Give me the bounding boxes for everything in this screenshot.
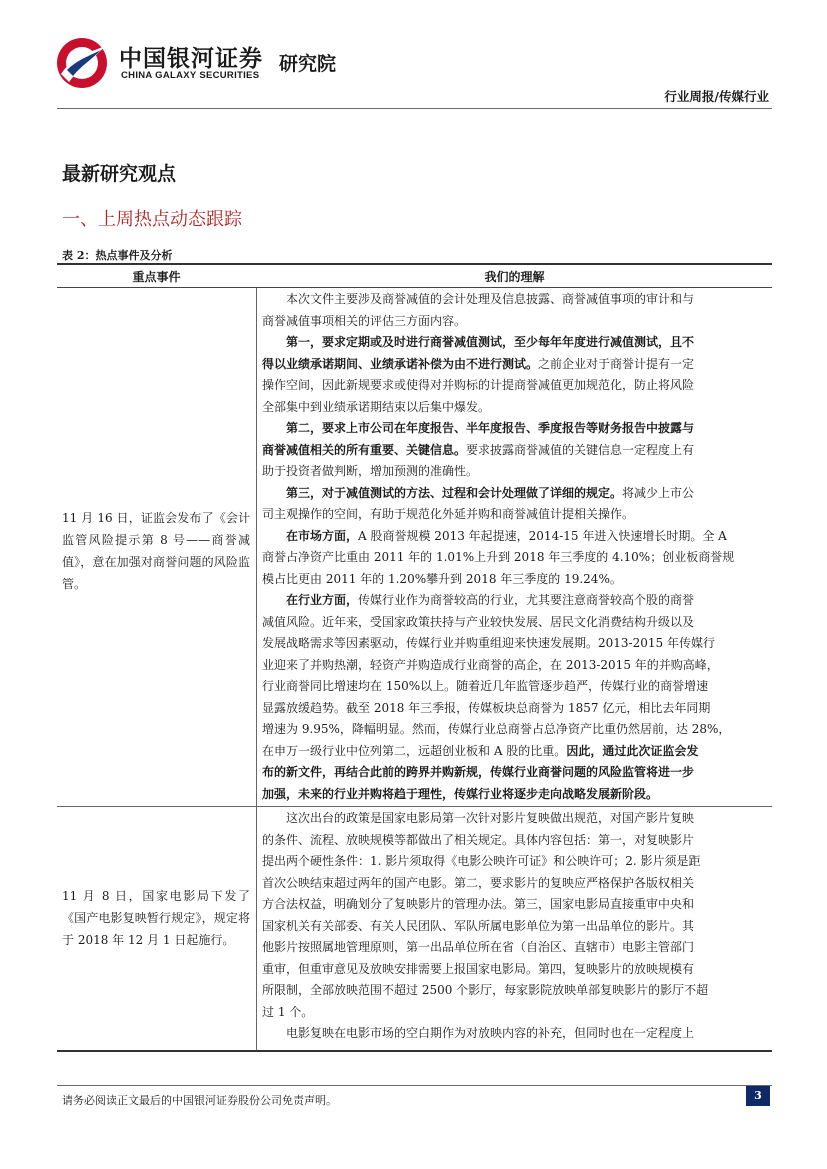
analysis-line bbox=[262, 1023, 772, 1045]
disclaimer-note: 请务必阅读正文最后的中国银河证券股份公司免责声明。 bbox=[62, 1094, 337, 1107]
analysis-line bbox=[262, 873, 772, 895]
analysis-text: 将减少上市公 bbox=[622, 485, 695, 500]
analysis-text: 发展战略需求等因素驱动，传媒行业并购重组迎来快速发展期。2013-2015 年传媒行 bbox=[262, 636, 715, 650]
analysis-text: 商誉减值事项相关的评估三方面内容。 bbox=[262, 313, 467, 328]
analysis-line bbox=[262, 612, 772, 634]
analysis-text: 所限制，全部放映范围不超过 2500 个影厅，每家影院放映单部复映影片的影厅不超 bbox=[262, 983, 709, 997]
analysis-line bbox=[262, 916, 772, 938]
subsection-title: 一、上周热点动态跟踪 bbox=[62, 209, 242, 230]
analysis-text: 模占比更由 2011 年的 1.20%攀升到 2018 年三季度的 19.24%。 bbox=[262, 571, 622, 586]
analysis-line bbox=[262, 440, 772, 462]
analysis-text: 他影片按照属地管理原则，第一出品单位所在省（自治区、直辖市）电影主管部门 bbox=[262, 940, 695, 954]
column-header-event: 重点事件 bbox=[132, 270, 181, 284]
table-row-analysis bbox=[262, 808, 772, 1045]
table-row-event: 11 月 8 日，国家电影局下发了《国产电影复映暂行规定》，规定将于 2018 年 12 月 1 日起施行。 bbox=[62, 889, 250, 947]
analysis-text: 在申万一级行业中位列第二，远超创业板和 A 股的比重。 bbox=[262, 743, 567, 758]
analysis-line bbox=[262, 375, 772, 397]
analysis-line bbox=[262, 894, 772, 916]
table-row-analysis bbox=[262, 289, 772, 805]
analysis-bold-text: 第二，要求上市公司在年度报告、半年度报告、季度报告等财务报告中披露与 bbox=[286, 421, 695, 435]
footer-rule bbox=[57, 1085, 772, 1086]
section-title: 最新研究观点 bbox=[62, 163, 177, 185]
analysis-line bbox=[262, 980, 772, 1002]
analysis-text: 本次文件主要涉及商誉减值的会计处理及信息披露、商誉减值事项的审计和与 bbox=[286, 292, 695, 306]
analysis-bold-text: 在行业方面， bbox=[286, 593, 359, 607]
report-type: 行业周报/传媒行业 bbox=[664, 89, 769, 104]
page-number: 3 bbox=[746, 1086, 770, 1106]
analysis-bold-text: 在市场方面， bbox=[286, 528, 359, 543]
analysis-text: 方合法权益，明确划分了复映影片的管理办法。第三，国家电影局直接重审中央和 bbox=[262, 897, 695, 911]
analysis-line bbox=[262, 590, 772, 612]
header-rule bbox=[57, 108, 772, 109]
analysis-line bbox=[262, 741, 772, 763]
analysis-text: 首次公映结束超过两年的国产电影。第二，要求影片的复映应严格保护各版权相关 bbox=[262, 875, 695, 890]
analysis-bold-text: 第一，要求定期或及时进行商誉减值测试，至少每年年度进行减值测试，且不 bbox=[286, 335, 695, 349]
analysis-line bbox=[262, 483, 772, 505]
analysis-text: 增速为 9.95%，降幅明显。然而，传媒行业总商誉占总净资产比重仍然居前，达 28%， bbox=[262, 722, 731, 736]
analysis-text: 助于投资者做判断，增加预测的准确性。 bbox=[262, 464, 479, 478]
analysis-text: 司主观操作的空间，有助于规范化外延并购和商誉减值计提相关操作。 bbox=[262, 507, 635, 521]
galaxy-logo-icon bbox=[55, 36, 109, 90]
analysis-line bbox=[262, 784, 772, 806]
analysis-line bbox=[262, 959, 772, 981]
table-row-event: 11 月 16 日，证监会发布了《会计监管风险提示第 8 号——商誉减值》，意在加强对商誉问题的风险监管。 bbox=[62, 511, 250, 591]
analysis-text: A 股商誉规模 2013 年起提速，2014-15 年进入快速增长时期。全 A bbox=[358, 528, 727, 543]
analysis-text: 过 1 个。 bbox=[262, 1004, 314, 1019]
analysis-text: 传媒行业作为商誉较高的行业，尤其要注意商誉较高个股的商誉 bbox=[358, 593, 695, 607]
analysis-line bbox=[262, 547, 772, 569]
table-header-rule bbox=[57, 287, 772, 288]
analysis-line bbox=[262, 633, 772, 655]
analysis-text: 行业商誉同比增速均在 150%以上。随着近几年监管逐步趋严，传媒行业的商誉增速 bbox=[262, 679, 709, 693]
table-caption: 表 2：热点事件及分析 bbox=[62, 249, 173, 262]
analysis-line bbox=[262, 526, 772, 548]
analysis-text: 重审，但重审意见及放映安排需要上报国家电影局。第四，复映影片的放映规模有 bbox=[262, 961, 695, 976]
analysis-text: 之前企业对于商誉计提有一定 bbox=[538, 356, 695, 371]
table-top-rule bbox=[57, 263, 772, 265]
logo-chinese-name: 中国银河证券 bbox=[119, 46, 263, 72]
analysis-line bbox=[262, 676, 772, 698]
analysis-text: 提出两个硬性条件：1. 影片须取得《电影公映许可证》和公映许可；2. 影片须是距 bbox=[262, 854, 701, 868]
table-row-rule bbox=[57, 806, 772, 807]
analysis-line bbox=[262, 1002, 772, 1024]
analysis-bold-text: 商誉减值相关的所有重要、关键信息。 bbox=[262, 442, 467, 457]
analysis-bold-text: 加强，未来的行业并购将趋于理性，传媒行业将逐步走向战略发展新阶段。 bbox=[262, 786, 659, 801]
analysis-line bbox=[262, 719, 772, 741]
analysis-line bbox=[262, 655, 772, 677]
analysis-text: 全部集中到业绩承诺期结束以后集中爆发。 bbox=[262, 399, 491, 414]
analysis-text: 电影复映在电影市场的空白期作为对放映内容的补充，但同时也在一定程度上 bbox=[286, 1026, 695, 1040]
analysis-bold-text: 第三，对于减值测试的方法、过程和会计处理做了详细的规定。 bbox=[286, 485, 623, 500]
analysis-text: 减值风险。近年来，受国家政策扶持与产业较快发展、居民文化消费结构升级以及 bbox=[262, 614, 695, 629]
logo-english-name: CHINA GALAXY SECURITIES bbox=[121, 70, 260, 81]
analysis-bold-text: 布的新文件，再结合此前的跨界并购新规，传媒行业商誉问题的风险监管将进一步 bbox=[262, 765, 695, 779]
column-header-view: 我们的理解 bbox=[484, 270, 545, 284]
analysis-text: 的条件、流程、放映规模等都做出了相关规定。具体内容包括：第一，对复映影片 bbox=[262, 832, 695, 847]
analysis-line bbox=[262, 311, 772, 333]
analysis-line bbox=[262, 569, 772, 591]
analysis-line bbox=[262, 354, 772, 376]
analysis-line bbox=[262, 504, 772, 526]
analysis-line bbox=[262, 762, 772, 784]
analysis-text: 业迎来了并购热潮，轻资产并购造成行业商誉的高企，在 2013-2015 年的并购高峰， bbox=[262, 657, 719, 672]
analysis-bold-text: 因此，通过此次证监会发 bbox=[566, 743, 699, 758]
analysis-line bbox=[262, 418, 772, 440]
analysis-line bbox=[262, 397, 772, 419]
table-bottom-rule bbox=[57, 1050, 772, 1052]
analysis-line bbox=[262, 937, 772, 959]
analysis-text: 商誉占净资产比重由 2011 年的 1.01%上升到 2018 年三季度的 4.10%；创业板商誉规 bbox=[262, 550, 735, 564]
column-divider bbox=[256, 288, 257, 1050]
analysis-text: 要求披露商誉减值的关键信息一定程度上有 bbox=[466, 442, 695, 457]
analysis-line bbox=[262, 698, 772, 720]
analysis-line bbox=[262, 851, 772, 873]
analysis-line bbox=[262, 830, 772, 852]
institute-name: 研究院 bbox=[279, 53, 337, 75]
analysis-bold-text: 得以业绩承诺期间、业绩承诺补偿为由不进行测试。 bbox=[262, 356, 539, 371]
analysis-text: 显露放缓趋势。截至 2018 年三季报，传媒板块总商誉为 1857 亿元，相比去年同期 bbox=[262, 700, 711, 715]
analysis-line bbox=[262, 808, 772, 830]
analysis-text: 国家机关有关部委、有关人民团队、军队所属电影单位为第一出品单位的影片。其 bbox=[262, 918, 695, 933]
analysis-text: 操作空间，因此新规要求或使得对并购标的计提商誉减值更加规范化，防止将风险 bbox=[262, 378, 695, 392]
analysis-text: 这次出台的政策是国家电影局第一次针对影片复映做出规范，对国产影片复映 bbox=[286, 811, 695, 825]
analysis-line bbox=[262, 461, 772, 483]
analysis-line bbox=[262, 332, 772, 354]
analysis-line bbox=[262, 289, 772, 311]
